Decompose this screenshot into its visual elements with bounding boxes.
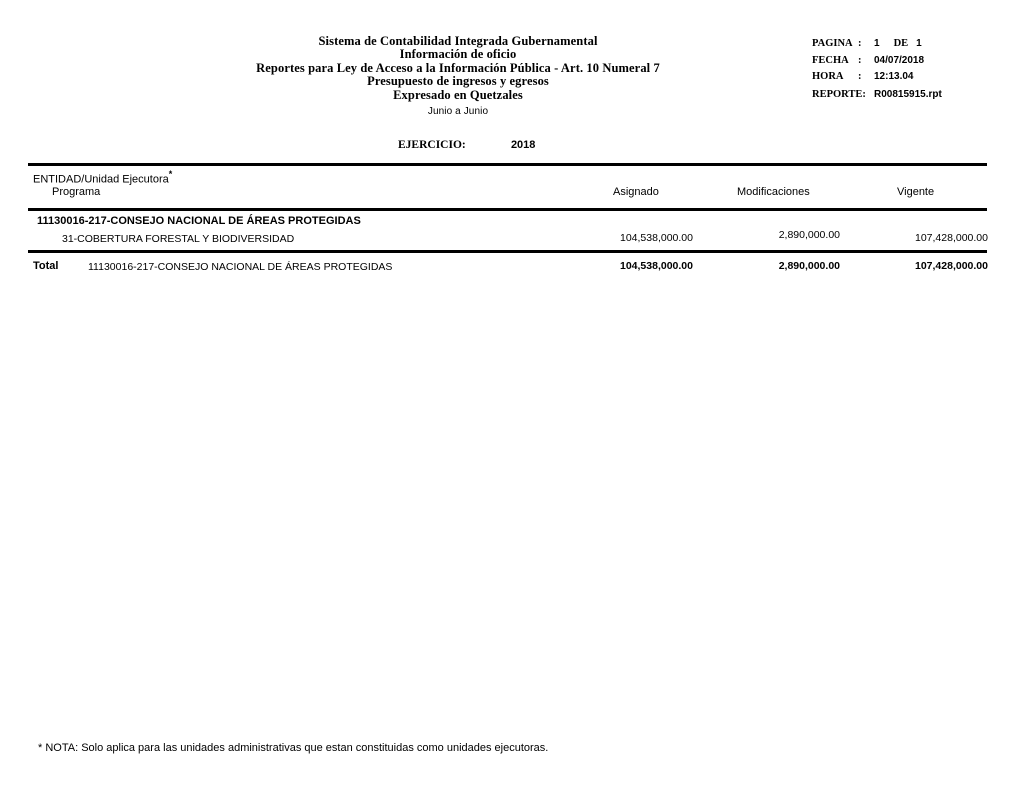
program-row-vigente: 107,428,000.00 [915, 232, 988, 244]
fecha-value: 04/07/2018 [874, 54, 925, 66]
reporte-row [812, 89, 1012, 100]
total-row-entity: 11130016-217-CONSEJO NACIONAL DE ÁREAS PROTEGIDAS [88, 261, 393, 273]
title-line-quetzales: Expresado en Quetzales [393, 87, 523, 102]
column-header-modificaciones: Modificaciones [737, 186, 810, 198]
program-row-asignado: 104,538,000.00 [620, 232, 693, 244]
entidad-header-asterisk: * [168, 169, 173, 179]
total-row-vigente: 107,428,000.00 [915, 260, 988, 272]
ejercicio-row [398, 139, 535, 151]
title-line-system: Sistema de Contabilidad Integrada Gubernamental [318, 34, 598, 48]
entity-row-label: 11130016-217-CONSEJO NACIONAL DE ÁREAS PROTEGIDAS [37, 215, 361, 227]
column-header-vigente: Vigente [897, 186, 935, 198]
total-row-asignado: 104,538,000.00 [620, 260, 693, 272]
table-rule-header-bottom [28, 208, 987, 211]
hora-row [812, 71, 1012, 82]
column-header-asignado: Asignado [613, 186, 659, 198]
title-line-info-oficio: Información de oficio [399, 47, 517, 62]
pagina-colon: : [858, 38, 862, 49]
column-header-entidad [33, 170, 172, 186]
pagina-label: PAGINA [812, 38, 853, 49]
hora-colon: : [858, 71, 862, 82]
entidad-header-text: ENTIDAD/Unidad Ejecutora [33, 173, 169, 186]
column-header-programa: Programa [52, 186, 101, 198]
fecha-row [812, 55, 1012, 66]
total-row-label: Total [33, 260, 59, 272]
title-line-presupuesto: Presupuesto de ingresos y egresos [367, 74, 549, 89]
fecha-colon: : [858, 54, 862, 66]
program-row-modificaciones: 2,890,000.00 [778, 229, 840, 241]
title-line-ley-acceso: Reportes para Ley de Acceso a la Información Pública - Art. 10 Numeral 7 [256, 60, 660, 75]
table-rule-top [28, 163, 987, 166]
reporte-label: REPORTE: [812, 89, 866, 100]
footnote: * NOTA: Solo aplica para las unidades administrativas que estan constituidas como unidades ejecutoras. [38, 742, 549, 754]
fecha-label: FECHA [812, 54, 849, 66]
pagina-de-value: 1 [916, 38, 922, 49]
table-rule-total-top [28, 250, 987, 253]
pagina-row [812, 38, 1012, 49]
total-row-modificaciones: 2,890,000.00 [778, 260, 840, 272]
page-info-block [812, 38, 1012, 106]
pagina-value: 1 [874, 38, 880, 49]
hora-value: 12:13.04 [874, 71, 914, 82]
hora-label: HORA [812, 71, 844, 82]
ejercicio-label: EJERCICIO: [398, 139, 466, 151]
program-row-label: 31-COBERTURA FORESTAL Y BIODIVERSIDAD [62, 233, 295, 245]
ejercicio-value: 2018 [510, 139, 536, 151]
report-title-block [128, 35, 788, 118]
reporte-value: R00815915.rpt [874, 89, 942, 100]
report-period: Junio a Junio [427, 106, 489, 118]
pagina-de-label: DE [893, 38, 909, 49]
